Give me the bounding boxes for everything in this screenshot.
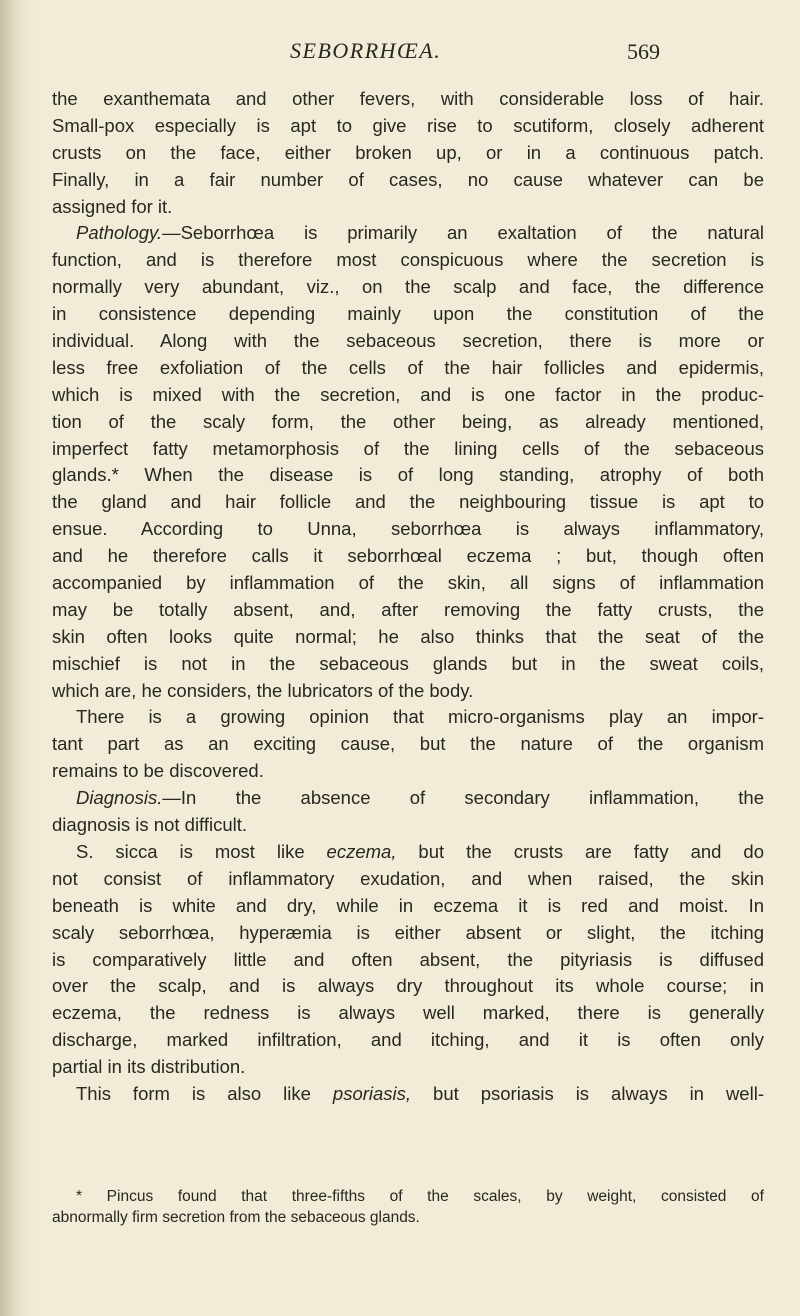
text-line: in consistence depending mainly upon the constitution of the: [52, 303, 764, 325]
text-line: There is a growing opinion that micro-organisms play an impor-: [76, 706, 764, 728]
text-run: —Seborrhœa is primarily an exaltation of the natural: [162, 222, 764, 244]
text-line: may be totally absent, and, after removing the fatty crusts, the: [52, 598, 764, 620]
text-run: S. sicca is most like: [76, 840, 327, 862]
text-line: and he therefore calls it seborrhœal eczema ; but, though often: [52, 545, 764, 567]
section-heading-pathology: Pathology.: [76, 222, 163, 244]
text-line: ensue. According to Unna, seborrhœa is always inflammatory,: [52, 518, 764, 540]
running-head: SEBORRHŒA.: [290, 38, 442, 63]
page-header: [0, 38, 800, 68]
text-line: normally very abundant, viz., on the scalp and face, the difference: [52, 276, 764, 298]
text-line: diagnosis is not difficult.: [52, 814, 248, 836]
footnote-line: * Pincus found that three-fifths of the scales, by weight, consisted of: [76, 1188, 764, 1205]
footnote-line: abnormally firm secretion from the sebaceous glands.: [52, 1209, 420, 1226]
text-line: individual. Along with the sebaceous secretion, there is more or: [52, 330, 764, 352]
text-line: tion of the scaly form, the other being, as already mentioned,: [52, 410, 764, 432]
text-run: but psoriasis is always in well-: [411, 1082, 764, 1104]
text-run: —In the absence of secondary inflammation, the: [162, 787, 764, 809]
text-line: Small-pox especially is apt to give rise to scutiform, closely adherent: [52, 114, 764, 136]
text-run: This form is also like: [76, 1082, 333, 1104]
body-text: [52, 86, 764, 1108]
term-eczema: eczema,: [326, 840, 397, 862]
text-line: eczema, the redness is always well marked, there is generally: [52, 1002, 764, 1024]
text-line: skin often looks quite normal; he also thinks that the seat of the: [52, 625, 764, 647]
text-line: tant part as an exciting cause, but the nature of the organism: [52, 733, 764, 755]
text-line: mischief is not in the sebaceous glands but in the sweat coils,: [52, 652, 764, 674]
psoriasis-paragraph-start: [52, 1081, 764, 1108]
text-line: discharge, marked infiltration, and itching, and it is often only: [52, 1029, 764, 1051]
footnote: [52, 1186, 764, 1228]
text-line: function, and is therefore most conspicuous where the secretion is: [52, 249, 764, 271]
text-line: beneath is white and dry, while in eczema it is red and moist. In: [52, 894, 764, 916]
text-line: Finally, in a fair number of cases, no cause whatever can be: [52, 168, 764, 190]
binding-shadow: [0, 0, 26, 1316]
text-line: imperfect fatty metamorphosis of the lining cells of the sebaceous: [52, 437, 764, 459]
text-line: assigned for it.: [52, 195, 173, 217]
text-line: not consist of inflammatory exudation, and when raised, the skin: [52, 867, 764, 889]
section-heading-diagnosis: Diagnosis.: [76, 787, 163, 809]
text-line: the exanthemata and other fevers, with considerable loss of hair.: [52, 88, 764, 109]
text-line: which is mixed with the secretion, and is one factor in the produc-: [52, 383, 764, 405]
text-line: the gland and hair follicle and the neighbouring tissue is apt to: [52, 491, 764, 513]
text-line: which are, he considers, the lubricators of the body.: [52, 679, 474, 701]
text-line: over the scalp, and is always dry throughout its whole course; in: [52, 975, 764, 997]
text-line: glands.* When the disease is of long standing, atrophy of both: [52, 464, 764, 486]
text-line: is comparatively little and often absent, the pityriasis is diffused: [52, 948, 764, 970]
eczema-paragraph-start: [52, 839, 764, 866]
text-run: but the crusts are fatty and do: [396, 840, 764, 862]
text-line: remains to be discovered.: [52, 760, 264, 782]
text-line: scaly seborrhœa, hyperæmia is either absent or slight, the itching: [52, 921, 764, 943]
diagnosis-paragraph-start: [52, 785, 764, 812]
text-line: partial in its distribution.: [52, 1056, 246, 1078]
text-line: accompanied by inflammation of the skin, all signs of inflammation: [52, 572, 764, 594]
text-line: crusts on the face, either broken up, or in a continuous patch.: [52, 141, 764, 163]
text-line: less free exfoliation of the cells of the hair follicles and epidermis,: [52, 356, 764, 378]
pathology-paragraph-start: [52, 220, 764, 247]
page-number: 569: [627, 39, 660, 64]
term-psoriasis: psoriasis,: [332, 1082, 412, 1104]
